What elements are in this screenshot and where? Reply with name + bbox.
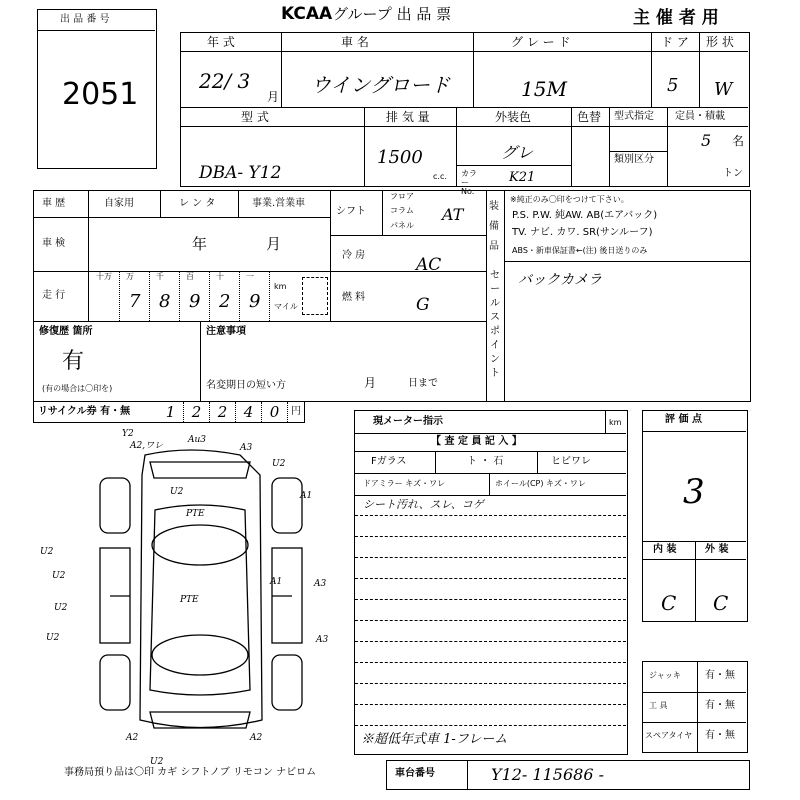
exterior-value: C	[713, 591, 729, 615]
tools-label: 工 具	[649, 701, 668, 710]
damage-mark: PTE	[186, 509, 205, 519]
name-change-day: 日まで	[408, 378, 438, 389]
damage-mark: A3	[316, 635, 329, 645]
mileage-digit-value: 2	[219, 291, 231, 312]
type-cert-label: 型式指定	[614, 111, 654, 122]
recycle-digit: 2	[184, 402, 210, 422]
sales-point-value: バックカメラ	[518, 272, 602, 288]
note-text: シート汚れ、スレ、コゲ	[363, 498, 484, 511]
damage-mark: U2	[272, 459, 286, 469]
left-rear-wheel	[100, 655, 130, 710]
business-option: 事業.営業車	[252, 198, 306, 209]
damage-mark: U2	[40, 547, 54, 557]
mileage-digit-value: 8	[159, 291, 171, 312]
jack-label: ジャッキ	[649, 671, 681, 680]
sales-point-label: セールスポイント	[490, 270, 500, 379]
month-unit: 月	[267, 90, 280, 104]
left-front-wheel	[100, 478, 130, 533]
note-line	[355, 684, 626, 705]
equipment-row-3: ABS・新車保証書←(注) 後日送りのみ	[512, 246, 648, 255]
office-note: 事務局預り品は〇印 カギ シフトノブ リモコン ナビロム	[64, 767, 317, 778]
damage-mark: A2	[250, 733, 263, 743]
form-title: グループ 出 品 票	[333, 5, 452, 23]
name-change-month: 月	[364, 376, 377, 390]
mileage-digit-label: 十万	[96, 272, 112, 281]
jack-yes-no[interactable]: 有・無	[705, 670, 735, 681]
shift-panel-option: パネル	[390, 221, 414, 230]
mileage-digit-value: 7	[129, 291, 141, 312]
inspector-label: 【 査 定 員 記 入 】	[431, 436, 522, 447]
mileage-label: 走 行	[42, 290, 66, 301]
damage-mark: PTE	[180, 595, 199, 605]
rating-box	[642, 410, 748, 622]
name-change-label: 名変期日の短い方	[206, 380, 286, 391]
roof-outline	[150, 505, 250, 695]
repair-history-label: 修復歴 箇所	[39, 326, 93, 337]
mileage-digit-label: 百	[186, 272, 194, 281]
cc-unit: c.c.	[433, 172, 447, 181]
lot-number: 2051	[62, 77, 139, 112]
interior-label: 内 装	[653, 544, 677, 555]
capacity-label: 定員・積載	[675, 111, 725, 122]
windshield	[152, 525, 248, 565]
door-mirror-label: ドアミラー キズ・ワレ	[363, 479, 446, 488]
rear-window	[152, 635, 248, 675]
shift-column-option: コラム	[390, 206, 414, 215]
note-line	[355, 516, 626, 537]
repair-history-value: 有	[62, 349, 85, 374]
color-code-label: カラー No.	[461, 169, 477, 196]
front-bumper	[150, 462, 250, 478]
repaint-label: 色替	[577, 110, 602, 124]
chassis-box	[386, 760, 750, 790]
wheel-label: ホイール(CP) キズ・ワレ	[495, 479, 586, 488]
model-value: DBA- Y12	[199, 163, 282, 183]
spare-yes-no[interactable]: 有・無	[705, 730, 735, 741]
note-line	[355, 663, 626, 684]
note-line	[355, 705, 626, 726]
mileage-digit-value: 9	[189, 291, 201, 312]
damage-mark: U2	[54, 603, 68, 613]
damage-mark: A3	[314, 579, 327, 589]
displacement-label: 排 気 量	[386, 110, 430, 124]
chassis-label: 車台番号	[395, 768, 435, 779]
damage-mark: A1	[270, 577, 283, 587]
inspector-table	[354, 410, 628, 755]
damage-mark: U2	[150, 757, 164, 767]
ac-value: AC	[416, 255, 442, 275]
car-body-outline	[140, 450, 262, 728]
lot-label: 出 品 番 号	[60, 14, 110, 25]
equipment-row-2: TV. ナビ. カワ. SR(サンルーフ)	[512, 227, 653, 238]
note-line	[355, 621, 626, 642]
color-label: 外装色	[495, 110, 532, 124]
model-label: 型 式	[241, 110, 269, 124]
recycle-digit: 0	[262, 402, 288, 422]
damage-mark: A1	[300, 491, 313, 501]
grade-value: 15M	[521, 77, 567, 101]
tools-box	[642, 661, 748, 753]
fuel-value: G	[416, 295, 430, 315]
damage-mark: A3	[240, 443, 253, 453]
class-label: 類別区分	[614, 154, 654, 165]
damage-mark: Au3	[188, 435, 207, 445]
rating-label: 評 価 点	[665, 414, 702, 425]
exterior-label: 外 装	[705, 544, 729, 555]
km-unit: km	[274, 282, 287, 291]
damage-mark: U2	[170, 487, 184, 497]
doors-value: 5	[667, 75, 679, 96]
front-glass-options: ト ・ 石	[467, 456, 504, 467]
year-label: 年 式	[207, 35, 235, 49]
low-year-note: ※超低年式車 1-フレーム	[361, 732, 508, 747]
equipment-row-1: P.S. P.W. 純AW. AB(エアバック)	[512, 210, 658, 221]
damage-mark: A2	[126, 733, 139, 743]
fuel-label: 燃 料	[342, 292, 366, 303]
brand-logo: KCAA	[281, 4, 333, 24]
note-line	[355, 579, 626, 600]
right-rear-wheel	[272, 655, 302, 710]
color-value: グレ	[501, 143, 534, 162]
recycle-digit: 1	[158, 402, 184, 422]
history-label: 車 歴	[42, 198, 66, 209]
chassis-value: Y12- 115686 -	[491, 765, 604, 784]
equipment-note: ※純正のみ〇印をつけて下さい。	[510, 195, 629, 204]
damage-mark: U2	[46, 633, 60, 643]
mileage-digit-label: 一	[246, 272, 254, 281]
shift-value: AT	[442, 205, 464, 224]
recycle-digit: 4	[236, 402, 262, 422]
mileage-digit-value: 9	[249, 291, 261, 312]
note-line	[355, 495, 626, 516]
rating-value: 3	[683, 472, 705, 512]
spare-tire-label: スペアタイヤ	[645, 731, 693, 740]
capacity-value: 5	[701, 131, 712, 150]
inspection-month-unit: 月	[266, 235, 282, 253]
interior-value: C	[661, 591, 677, 615]
private-use-option: 自家用	[104, 198, 134, 209]
meter-km-unit: km	[609, 418, 622, 427]
shift-floor-option: フロア	[390, 192, 414, 201]
recycle-digit: 2	[210, 402, 236, 422]
mileage-digit-label: 万	[126, 272, 134, 281]
note-line	[355, 558, 626, 579]
rental-option: レ ン タ	[179, 198, 216, 209]
damage-mark: A2,ワレ	[130, 441, 164, 451]
damage-mark: Y2	[122, 429, 134, 439]
car-name-label: 車 名	[341, 35, 369, 49]
organizer-label: 主 催 者 用	[633, 8, 719, 28]
mile-unit: マイル	[274, 302, 298, 311]
note-line	[355, 600, 626, 621]
capacity-unit: 名	[732, 134, 745, 148]
recycle-label: リサイクル券 有・無	[38, 406, 131, 417]
displacement-value: 1500	[377, 147, 423, 168]
crack-label: ヒビワレ	[551, 456, 591, 467]
inspection-label: 車 検	[42, 238, 66, 249]
note-line	[355, 642, 626, 663]
right-front-wheel	[272, 478, 302, 533]
recycle-unit: 円	[291, 406, 301, 417]
damage-mark: U2	[52, 571, 66, 581]
equipment-label: 装備品	[489, 201, 499, 252]
ton-unit: トン	[723, 168, 743, 179]
repair-note: (有の場合は〇印を)	[42, 384, 113, 393]
mileage-digit-label: 千	[156, 272, 164, 281]
caution-label: 注意事項	[206, 326, 246, 337]
note-line	[355, 537, 626, 558]
year-value: 22/ 3	[199, 69, 251, 93]
doors-label: ド ア	[661, 35, 689, 49]
inspector-notes	[355, 495, 626, 753]
tools-yes-no[interactable]: 有・無	[705, 700, 735, 711]
inspection-year-unit: 年	[192, 235, 208, 253]
ac-label: 冷 房	[342, 250, 366, 261]
grade-label: グ レ ー ド	[511, 35, 571, 49]
meter-label: 現メーター指示	[373, 416, 443, 427]
body-value: W	[714, 79, 733, 100]
shift-label: シフト	[336, 206, 366, 217]
car-name-value: ウイングロード	[311, 73, 450, 97]
mileage-digit-label: 十	[216, 272, 224, 281]
color-code-value: K21	[509, 170, 536, 185]
body-label: 形 状	[706, 35, 734, 49]
front-glass-label: Fガラス	[371, 456, 407, 467]
